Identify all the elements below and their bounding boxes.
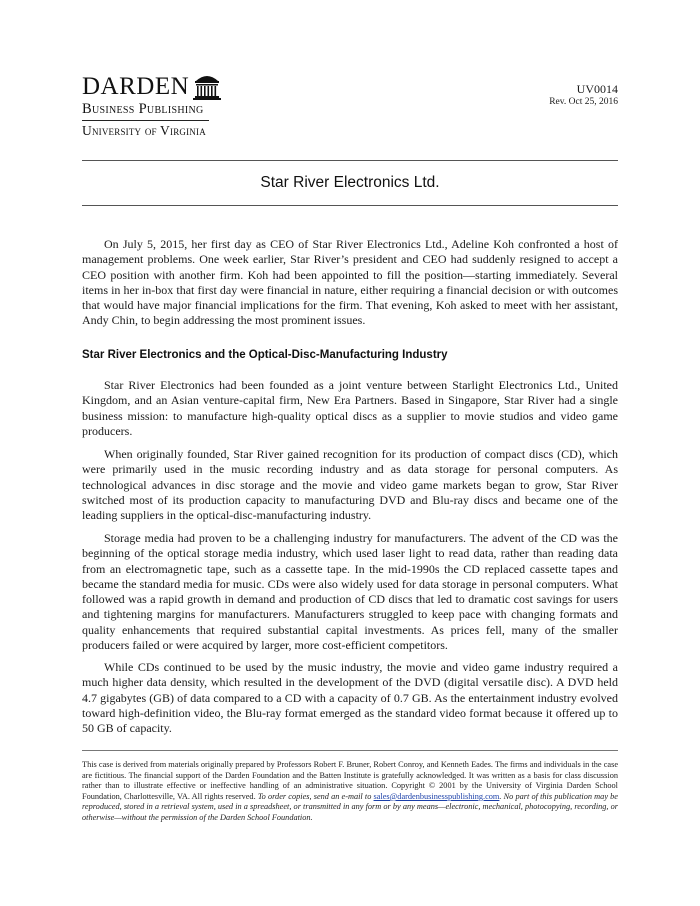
sales-email-link[interactable]: sales@dardenbusinesspublishing.com — [373, 791, 500, 801]
top-divider — [82, 160, 618, 161]
section-heading: Star River Electronics and the Optical-Disc-Manufacturing Industry — [82, 349, 448, 361]
case-number: UV0014 — [576, 82, 618, 96]
darden-logo — [82, 74, 232, 139]
rotunda-icon — [192, 72, 222, 100]
paragraph-dvd-bluray: While CDs continued to be used by the music industry, the movie and video game industry required a much higher data density, which resulted in the development of the DVD (digital versatile disc). A DVD held 4.7 gigabytes (GB) of data compared to a CD with a capacity of 0.7 GB. As the entertainment industry evolved toward high-definition video, the Blu-ray format emerged as the standard video format because it offered up to 50 GB of capacity. — [82, 660, 618, 736]
paragraph-founding: Star River Electronics had been founded as a joint venture between Starlight Electronics Ltd., United Kingdom, and an Asian venture-capital firm, New Era Partners. Based in Singapore, Star River had a single business mission: to manufacture high-quality optical discs as a supplier to movie studios and video game producers. — [82, 378, 618, 438]
paragraph-intro: On July 5, 2015, her first day as CEO of Star River Electronics Ltd., Adeline Koh confronted a host of management problems. One week earlier, Star River’s president and CEO had suddenly resigned to accept a CEO position with another firm. Koh had been appointed to fill the position—starting immediately. Several items in her in-box that first day were financial in nature, either requiring a financial decision or with outcomes that would have major financial implications for the firm. That evening, Koh asked to meet with her assistant, Andy Chin, to begin addressing the most prominent issues. — [82, 237, 618, 328]
logo-university: University of Virginia — [82, 123, 206, 138]
logo-business-publishing: Business Publishing — [82, 101, 204, 117]
title-divider — [82, 205, 618, 206]
page-title: Star River Electronics Ltd. — [260, 174, 440, 191]
paragraph-storage-media: Storage media had proven to be a challenging industry for manufacturers. The advent of the CD was the beginning of the optical storage media industry, which used laser light to read data, rather than reading data from an electromagnetic tape, such as a cassette tape. In the mid-1990s the CD replaced cassette tapes and became the standard media for music. CDs were also widely used for data storage in personal computers. What followed was a rapid growth in demand and production of CD discs that led to dramatic cost savings for users and tightening margins for manufacturers. Manufacturers struggled to keep pace with changing formats and quality enhancements that required substantial capital investments. As prices fell, many of the smaller producers failed or were acquired by larger, more cost-efficient competitors. — [82, 531, 618, 653]
case-identifier — [549, 82, 618, 108]
footnote-order-text: To order copies, send an e-mail to — [257, 791, 372, 801]
footnote-permission-text: . No part of this publication may be reproduced, stored in a retrieval system, used in a spreadsheet, or transmitted in any form or by any means—electronic, mechanical, photocopying, recording, or otherwise—without the permission of the Darden School Foundation. — [82, 791, 618, 822]
logo-darden-text: DARDEN — [82, 73, 190, 100]
footnote-text: This case is derived from materials originally prepared by Professors Robert F. Bruner, Robert Conroy, and Kenneth Eades. The firms and individuals in the case are fictitious. The financial support of the Darden Foundation and the Batten Institute is gratefully acknowledged. It was written as a basis for class discussion rather than to illustrate effective or ineffective handling of an administrative situation. Copyright © 2001 by the University of Virginia Darden School Foundation, Charlottesville, VA. All rights reserved. — [82, 760, 618, 801]
copyright-footnote — [82, 760, 618, 824]
revision-date: Rev. Oct 25, 2016 — [549, 97, 618, 107]
footnote-divider — [82, 750, 618, 751]
paragraph-recognition: When originally founded, Star River gained recognition for its production of compact discs (CD), which were primarily used in the music recording industry and as data storage for personal computers. As technological advances in disc storage and the movie and video game markets began to grow, Star River switched most of its production capacity to manufacturing DVD and Blu-ray discs and became one of the leading suppliers in the optical-disc-manufacturing industry. — [82, 447, 618, 523]
logo-divider — [82, 120, 209, 121]
